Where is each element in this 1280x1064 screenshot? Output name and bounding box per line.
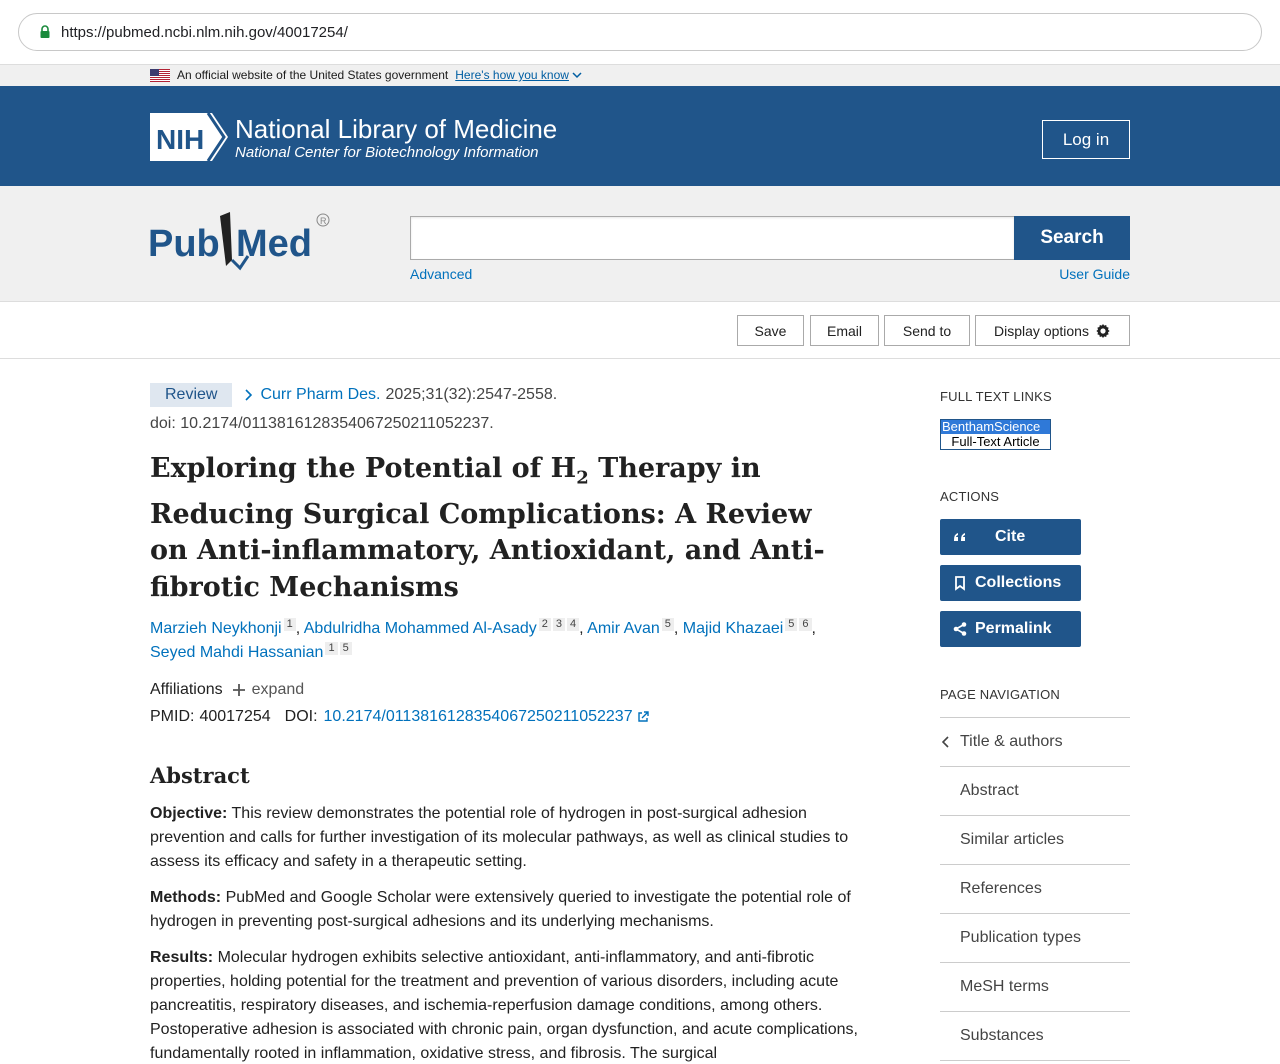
nih-logo[interactable] xyxy=(150,113,228,161)
heres-how-you-know-link[interactable]: Here's how you know xyxy=(455,68,569,82)
chevron-right-icon xyxy=(244,389,252,401)
affiliation-number[interactable]: 6 xyxy=(799,618,811,631)
collections-button[interactable] xyxy=(940,565,1081,601)
author-link[interactable]: Majid Khazaei xyxy=(682,620,784,637)
chevron-left-icon xyxy=(942,736,950,748)
nlm-header xyxy=(0,86,1280,186)
pmid-value: 40017254 xyxy=(199,708,271,725)
author-link[interactable]: Marzieh Neykhonji xyxy=(150,620,282,637)
lock-icon xyxy=(39,25,51,39)
plus-icon xyxy=(233,684,245,696)
authors-list: Marzieh Neykhonji 1 , Abdulridha Mohammed Al-Asady 2 3 4 , Amir Avan 5 , Majid Khazaei 5 6 , Seyed Mahdi Hassanian 1 5 xyxy=(150,617,816,661)
affiliation-number[interactable]: 4 xyxy=(567,618,579,631)
article-type-badge: Review xyxy=(150,383,232,407)
advanced-search-link[interactable]: Advanced xyxy=(410,266,473,282)
affiliation-number[interactable]: 2 xyxy=(539,618,551,631)
pmid-label: PMID: xyxy=(150,708,195,725)
abstract-objective: Objective: This review demonstrates the potential role of hydrogen in post-surgical adhesion prevention and calls for further investigation of its molecular pathways, as well as clinical studies to assess its efficacy and safety in a therapeutic setting. xyxy=(150,805,849,870)
search-band xyxy=(0,186,1280,302)
nav-item-references[interactable] xyxy=(940,865,1130,914)
cite-button[interactable] xyxy=(940,519,1081,555)
nav-item-mesh-terms[interactable] xyxy=(940,963,1130,1012)
nav-item-label: Abstract xyxy=(960,782,1019,799)
nih-logo-text: NIH xyxy=(156,124,205,155)
nav-item-label: Similar articles xyxy=(960,831,1065,848)
svg-text:Med: Med xyxy=(236,223,312,265)
login-button[interactable]: Log in xyxy=(1042,120,1130,159)
display-options-label: Display options xyxy=(994,322,1089,339)
display-options-button[interactable] xyxy=(975,315,1130,346)
affiliation-number[interactable]: 1 xyxy=(325,642,337,655)
article-title: Exploring the Potential of $H_2$ Therapy in Reducing Surgical Complications: A Review on Anti-inflammatory, Antioxidant, and Anti-fibrotic Mechanisms xyxy=(150,453,825,603)
nav-item-title-authors[interactable] xyxy=(940,718,1130,767)
full-text-article-label: Full-Text Article xyxy=(941,434,1050,449)
search-button[interactable]: Search xyxy=(1014,216,1130,260)
abstract-results: Results: Molecular hydrogen exhibits selective antioxidant, anti-inflammatory, and anti-fibrotic properties, holding potential for the treatment and prevention of various disorders, including acute pancreatitis, respiratory diseases, and ischemia-reperfusion damage conditions, among others. Postoperative adhesion is associated with chronic pain, organ dysfunction, and acute complications, fundamentally rooted in inflammation, oxidative stress, and fibrosis. The surgical xyxy=(150,949,858,1062)
bookmark-icon xyxy=(952,575,968,591)
citation-text: 2025;31(32):2547-2558. xyxy=(385,386,558,403)
nav-item-publication-types[interactable] xyxy=(940,914,1130,963)
affiliation-number[interactable]: 3 xyxy=(553,618,565,631)
full-text-links-heading: FULL TEXT LINKS xyxy=(940,389,1052,404)
bentham-label: BenthamScience xyxy=(941,420,1050,434)
affiliation-number[interactable]: 5 xyxy=(662,618,674,631)
article-toolbar xyxy=(0,302,1280,359)
nav-item-label: References xyxy=(960,880,1042,897)
actions-heading: ACTIONS xyxy=(940,489,1000,504)
nav-item-similar-articles[interactable] xyxy=(940,816,1130,865)
save-button[interactable]: Save xyxy=(737,315,804,346)
page-navigation-heading: PAGE NAVIGATION xyxy=(940,687,1061,702)
nav-item-label: Substances xyxy=(960,1027,1044,1044)
expand-label: expand xyxy=(251,681,305,698)
nav-item-substances[interactable] xyxy=(940,1012,1130,1061)
author-link[interactable]: Abdulridha Mohammed Al-Asady xyxy=(303,620,537,637)
chevron-down-icon xyxy=(572,71,582,79)
affiliations-label: Affiliations xyxy=(150,681,223,698)
journal-link[interactable]: Curr Pharm Des. xyxy=(260,386,381,403)
bentham-full-text-link[interactable] xyxy=(940,419,1051,450)
gear-icon xyxy=(1095,323,1111,339)
article-meta xyxy=(150,383,557,407)
nlm-subtitle: National Center for Biotechnology Information xyxy=(235,144,539,161)
svg-text:R: R xyxy=(320,216,327,226)
affiliation-number[interactable]: 5 xyxy=(785,618,797,631)
author-link[interactable]: Seyed Mahdi Hassanian xyxy=(150,644,324,661)
us-flag-icon xyxy=(150,69,170,82)
author-link[interactable]: Amir Avan xyxy=(587,620,660,637)
search-input[interactable] xyxy=(410,216,1015,260)
permalink-label: Permalink xyxy=(975,620,1052,637)
affiliation-number[interactable]: 1 xyxy=(284,618,296,631)
nlm-title: National Library of Medicine xyxy=(235,114,558,144)
article-ids xyxy=(150,708,649,726)
url-text: https://pubmed.ncbi.nlm.nih.gov/40017254/ xyxy=(61,23,348,41)
collections-label: Collections xyxy=(975,574,1062,591)
gov-banner-text: An official website of the United States government xyxy=(177,68,449,82)
share-icon xyxy=(952,621,968,637)
nav-item-label: Publication types xyxy=(960,929,1081,946)
nav-item-label: Title & authors xyxy=(960,733,1063,750)
user-guide-link[interactable]: User Guide xyxy=(1059,266,1130,282)
doi-link[interactable]: 10.2174/0113816128354067250211052237 xyxy=(323,708,633,725)
affiliations-toggle[interactable] xyxy=(150,681,304,699)
abstract-heading: Abstract xyxy=(150,763,250,788)
send-to-button[interactable]: Send to xyxy=(884,315,970,346)
abstract-methods: Methods: PubMed and Google Scholar were extensively queried to investigate the potential role of hydrogen in preventing post-surgical adhesions and its underlying mechanisms. xyxy=(150,889,851,930)
nav-item-abstract[interactable] xyxy=(940,767,1130,816)
permalink-button[interactable] xyxy=(940,611,1081,647)
pubmed-logo-text: Pub xyxy=(148,223,220,265)
email-button[interactable]: Email xyxy=(810,315,879,346)
pubmed-logo[interactable] xyxy=(148,208,338,278)
doi-label: DOI: xyxy=(284,708,318,725)
quote-icon xyxy=(952,529,968,545)
browser-bar xyxy=(0,0,1280,64)
external-link-icon xyxy=(637,711,649,723)
doi-line: doi: 10.2174/0113816128354067250211052237. xyxy=(150,415,494,432)
address-bar[interactable] xyxy=(18,13,1262,51)
nav-item-label: MeSH terms xyxy=(960,978,1049,995)
affiliation-number[interactable]: 5 xyxy=(340,642,352,655)
cite-label: Cite xyxy=(995,528,1026,545)
gov-banner xyxy=(0,64,1280,86)
page-navigation-list xyxy=(940,717,1130,1061)
